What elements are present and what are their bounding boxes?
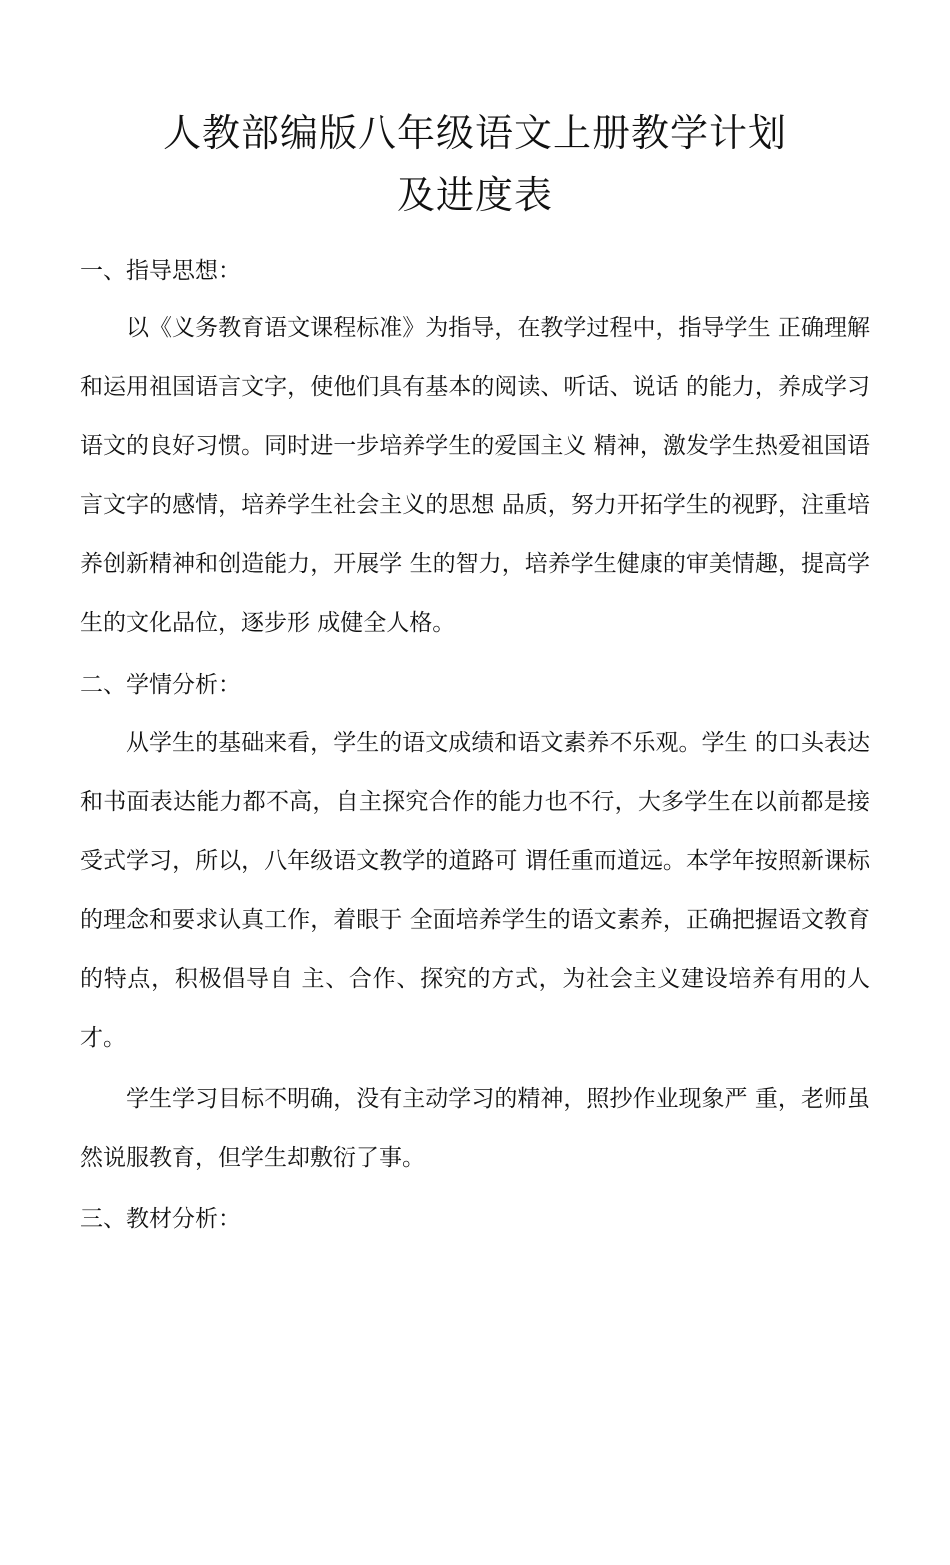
- section-heading-guiding-ideology: 一、指导思想：: [80, 258, 241, 284]
- paragraph-guiding-ideology: 以《义务教育语文课程标准》为指导，在教学过程中，指导学生 正确理解和运用祖国语言文字，使他们具有基本的阅读、听话、说话 的能力，养成学习语文的良好习惯。同时进一步培养学生的爱国主义 精神，激发学生热爱祖国语言文字的感情，培养学生社会主义的思想 品质，努力开拓学生的视野，注重培养创新精神和创造能力，开展学 生的智力，培养学生健康的审美情趣，提高学生的文化品位，逐步形 成健全人格。: [80, 315, 870, 636]
- paragraph-student-analysis-1: 从学生的基础来看，学生的语文成绩和语文素养不乐观。学生 的口头表达和书面表达能力都不高，自主探究合作的能力也不行，大多学生在以前都是接受式学习，所以，八年级语文教学的道路可 谓任重而道远。本学年按照新课标的理念和要求认真工作，着眼于 全面培养学生的语文素养，正确把握语文教育的特点，积极倡导自 主、合作、探究的方式，为社会主义建设培养有用的人才。: [80, 730, 870, 1051]
- paragraph-student-analysis-2: 学生学习目标不明确，没有主动学习的精神，照抄作业现象严 重，老师虽然说服教育，但学生却敷衍了事。: [80, 1086, 870, 1171]
- section-heading-student-analysis: 二、学情分析：: [80, 672, 241, 698]
- section-heading-textbook-analysis: 三、教材分析：: [80, 1206, 241, 1232]
- document-title-line-2: 及进度表: [396, 173, 553, 217]
- document-title-line-1: 人教部编版八年级语文上册教学计划: [162, 111, 787, 155]
